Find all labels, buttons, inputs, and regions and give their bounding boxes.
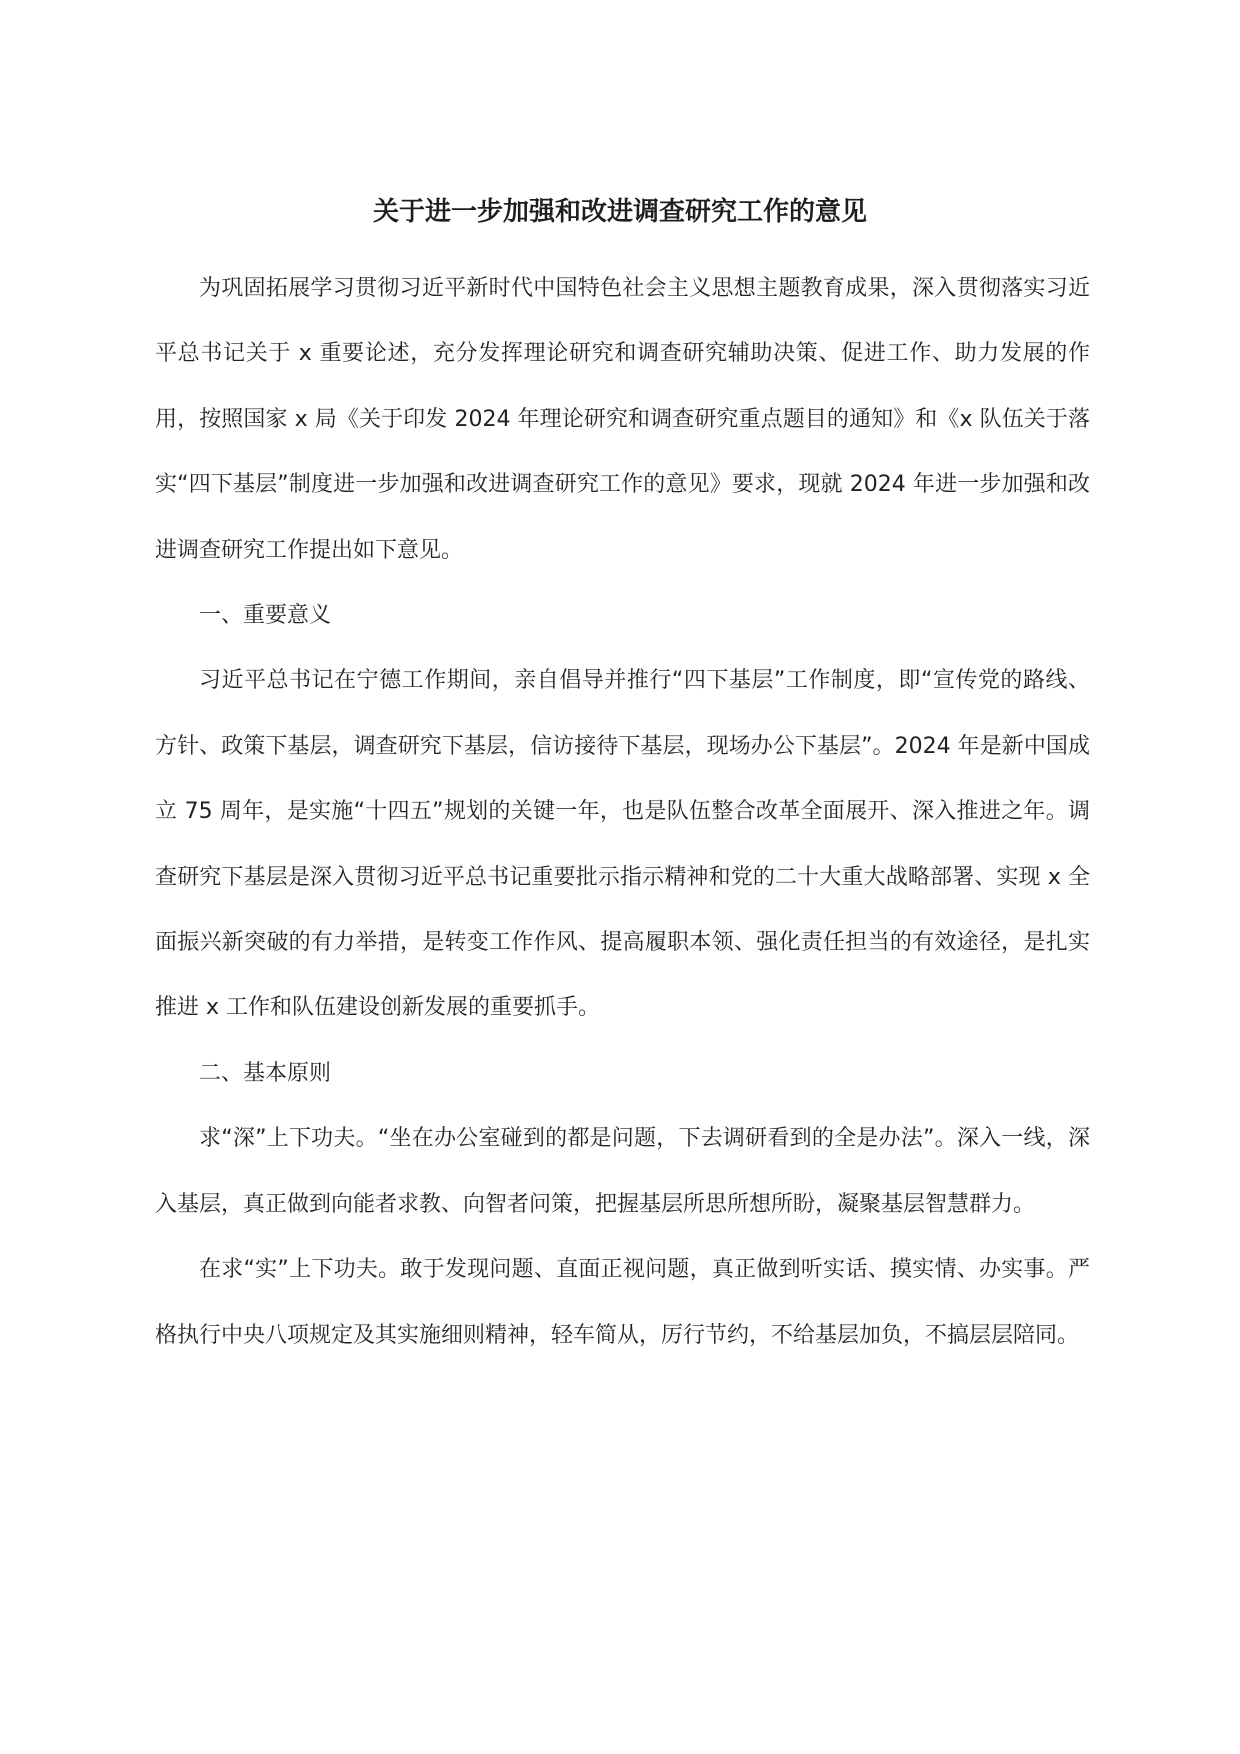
intro-paragraph: 为巩固拓展学习贯彻习近平新时代中国特色社会主义思想主题教育成果，深入贯彻落实习近平总书记关于 x 重要论述，充分发挥理论研究和调查研究辅助决策、促进工作、助力发展的作用，按照国家 x 局《关于印发 2024 年理论研究和调查研究重点题目的通知》和《x 队伍关于落实“四下基层”制度进一步加强和改进调查研究工作的意见》要求，现就 2024 年进一步加强和改进调查研究工作提出如下意见。	[155, 276, 1090, 563]
document-title: 关于进一步加强和改进调查研究工作的意见	[372, 197, 867, 227]
significance-paragraph: 习近平总书记在宁德工作期间，亲自倡导并推行“四下基层”工作制度，即“宣传党的路线、方针、政策下基层，调查研究下基层，信访接待下基层，现场办公下基层”。2024 年是新中国成立 75 周年，是实施“十四五”规划的关键一年，也是队伍整合改革全面展开、深入推进之年。调查研究下基层是深入贯彻习近平总书记重要批示指示精神和党的二十大重大战略部署、实现 x 全面振兴新突破的有力举措，是转变工作作风、提高履职本领、强化责任担当的有效途径，是扎实推进 x 工作和队伍建设创新发展的重要抓手。	[155, 668, 1090, 1021]
document-body	[155, 256, 1090, 1368]
section-heading-principles: 二、基本原则	[199, 1060, 332, 1086]
principle-depth-paragraph: 求“深”上下功夫。“坐在办公室碰到的都是问题，下去调研看到的全是办法”。深入一线，深入基层，真正做到向能者求教、向智者问策，把握基层所思所想所盼，凝聚基层智慧群力。	[155, 1126, 1090, 1217]
section-heading-significance: 一、重要意义	[199, 603, 332, 629]
principle-reality-paragraph: 在求“实”上下功夫。敢于发现问题、直面正视问题，真正做到听实话、摸实情、办实事。严格执行中央八项规定及其实施细则精神，轻车简从，厉行节约，不给基层加负，不搞层层陪同。	[155, 1257, 1090, 1348]
